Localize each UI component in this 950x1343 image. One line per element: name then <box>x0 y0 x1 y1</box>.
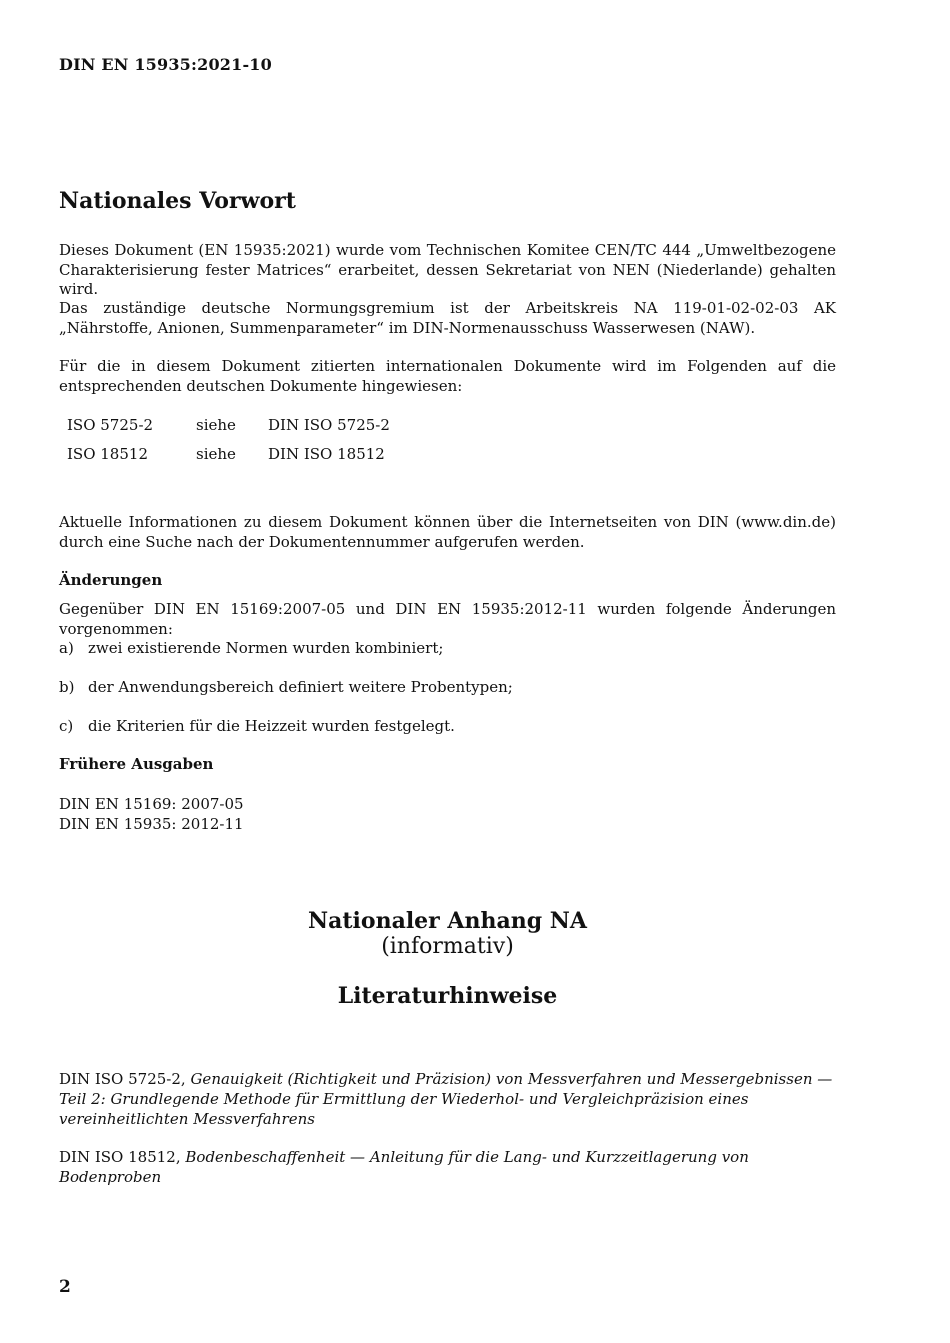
foreword-heading: Nationales Vorwort <box>59 188 296 214</box>
document-id-header: DIN EN 15935:2021-10 <box>59 55 272 74</box>
bibliography-ref: DIN ISO 18512, <box>59 1148 181 1166</box>
list-marker: c) <box>59 717 74 735</box>
foreword-paragraph-3: Für die in diesem Dokument zitierten internationalen Dokumente wird im Folgenden auf die entsprechenden deutschen Dokumente hingewiesen: <box>59 357 836 395</box>
foreword-paragraph-4: Aktuelle Informationen zu diesem Dokument können über die Internetseiten von DIN (www.din.de) durch eine Suche nach der Dokumentennummer aufgerufen werden. <box>59 513 836 551</box>
bibliography-title: Bodenbeschaffenheit — Anleitung für die Lang- und Kurzzeitlagerung von Bodenproben <box>59 1148 749 1186</box>
reference-din: DIN ISO 18512 <box>268 445 385 463</box>
foreword-paragraph-1: Dieses Dokument (EN 15935:2021) wurde vom Technischen Komitee CEN/TC 444 „Umweltbezogene Charakterisierung fester Matrices“ erarbeitet, dessen Sekretariat von NEN (Niederlande) gehalten wird. <box>59 241 836 298</box>
list-marker: b) <box>59 678 75 696</box>
bibliography-title: Genauigkeit (Richtigkeit und Präzision) von Messverfahren und Messergebnissen — Teil 2: Grundlegende Methode für Ermittlung der Wiederhol- und Vergleichpräzision eines vereinheitlichten Messverfahrens <box>59 1070 833 1128</box>
page-number: 2 <box>59 1277 71 1297</box>
previous-edition: DIN EN 15935: 2012-11 <box>59 815 244 833</box>
foreword-paragraph-2: Das zuständige deutsche Normungsgremium ist der Arbeitskreis NA 119-01-02-02-03 AK „Nährstoffe, Anionen, Summenparameter“ im DIN-Normenausschuss Wasserwesen (NAW). <box>59 299 836 337</box>
reference-see: siehe <box>196 416 236 434</box>
bibliography-entry <box>59 1147 836 1187</box>
previous-editions-list <box>59 794 244 834</box>
reference-din: DIN ISO 5725-2 <box>268 416 390 434</box>
reference-row <box>67 445 390 474</box>
reference-table <box>67 416 390 474</box>
annex-subtitle: (informativ) <box>381 934 514 959</box>
reference-intl: ISO 18512 <box>67 445 148 463</box>
bibliography-ref: DIN ISO 5725-2, <box>59 1070 186 1088</box>
changes-heading: Änderungen <box>59 571 163 589</box>
list-text: der Anwendungsbereich definiert weitere Probentypen; <box>88 678 513 696</box>
annex-title: Nationaler Anhang NA <box>308 908 587 934</box>
list-item <box>59 678 513 696</box>
previous-edition: DIN EN 15169: 2007-05 <box>59 795 244 813</box>
annex-header <box>59 908 836 960</box>
reference-see: siehe <box>196 445 236 463</box>
changes-intro: Gegenüber DIN EN 15169:2007-05 und DIN EN 15935:2012-11 wurden folgende Änderungen vorgenommen: <box>59 600 836 638</box>
reference-row <box>67 416 390 445</box>
list-item <box>59 717 455 735</box>
previous-editions-heading: Frühere Ausgaben <box>59 755 214 773</box>
list-marker: a) <box>59 639 74 657</box>
list-text: die Kriterien für die Heizzeit wurden festgelegt. <box>88 717 455 735</box>
bibliography-heading: Literaturhinweise <box>337 983 558 1009</box>
list-text: zwei existierende Normen wurden kombiniert; <box>88 639 444 657</box>
reference-intl: ISO 5725-2 <box>67 416 154 434</box>
bibliography-entry <box>59 1069 836 1129</box>
list-item <box>59 639 443 657</box>
